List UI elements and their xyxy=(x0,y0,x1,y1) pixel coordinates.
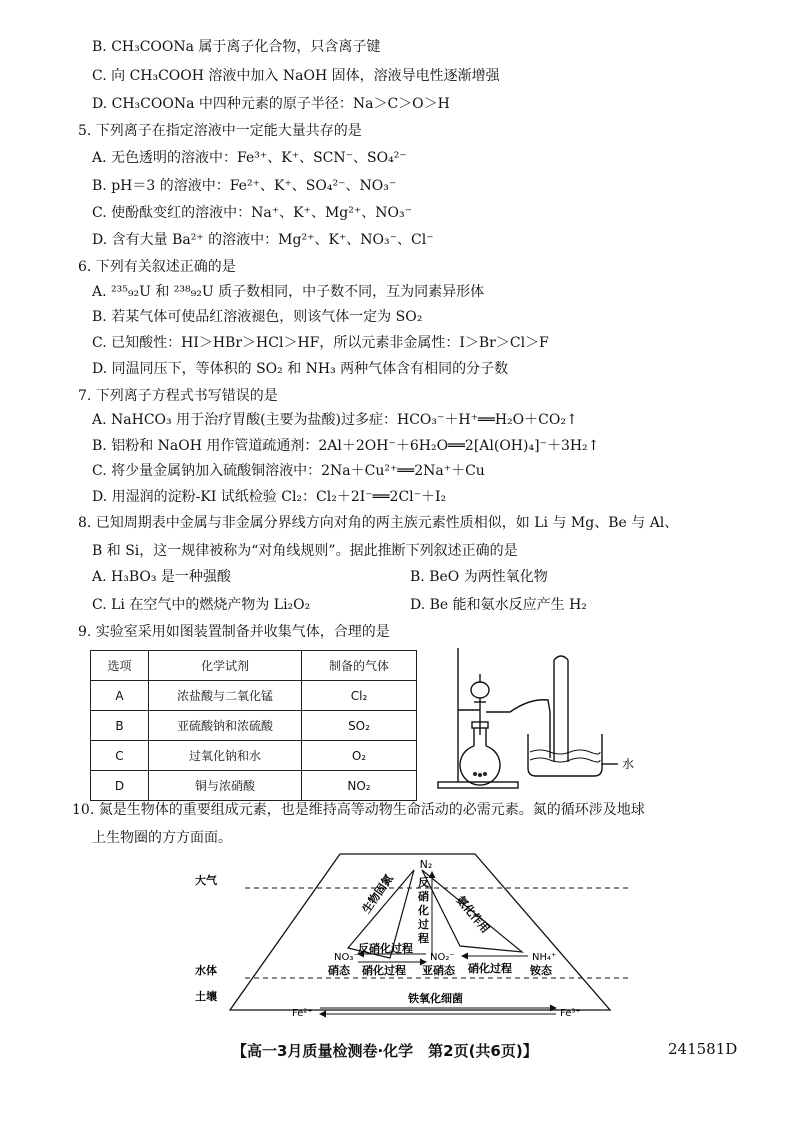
no2-label: NO₂⁻ xyxy=(430,952,455,963)
table-cell: SO₂ xyxy=(302,711,417,741)
table-cell: 亚硫酸钠和浓硫酸 xyxy=(149,711,302,741)
q5-option-a: A. 无色透明的溶液中：Fe³⁺、K⁺、SCN⁻、SO₄²⁻ xyxy=(92,150,407,166)
table-header-row xyxy=(91,651,417,681)
table-row xyxy=(91,741,417,771)
q5-stem: 5. 下列离子在指定溶液中一定能大量共存的是 xyxy=(78,123,362,139)
nitrogen-cycle-diagram xyxy=(190,848,650,1028)
no3-label: NO₃⁻ xyxy=(334,952,359,963)
nitrogen-fixation-label: 生物固氮 xyxy=(359,872,396,916)
table-cell: 铜与浓硝酸 xyxy=(149,771,302,801)
water-surface xyxy=(530,750,600,754)
layer-atmosphere-label: 大气 xyxy=(195,874,217,887)
denitrification-vertical-label: 反硝化过程 xyxy=(418,876,429,945)
header-reagent: 化学试剂 xyxy=(149,651,302,681)
q8-option-c: C. Li 在空气中的燃烧产物为 Li₂O₂ xyxy=(92,597,311,613)
layer-water-label: 水体 xyxy=(195,964,217,977)
q5-option-b: B. pH＝3 的溶液中：Fe²⁺、K⁺、SO₄²⁻、NO₃⁻ xyxy=(92,178,397,194)
table-cell: C xyxy=(91,741,149,771)
q4-option-b: B. CH₃COONa 属于离子化合物，只含离子键 xyxy=(92,39,381,55)
table-cell: O₂ xyxy=(302,741,417,771)
collection-tube xyxy=(554,656,568,762)
table-cell: A xyxy=(91,681,149,711)
q5-option-d: D. 含有大量 Ba²⁺ 的溶液中：Mg²⁺、K⁺、NO₃⁻、Cl⁻ xyxy=(92,232,434,248)
nitrification-right-label: 硝化过程 xyxy=(468,962,512,975)
q8-option-b: B. BeO 为两性氧化物 xyxy=(410,569,548,585)
no3-state-label: 硝态 xyxy=(328,964,350,977)
header-option: 选项 xyxy=(91,651,149,681)
q6-stem: 6. 下列有关叙述正确的是 xyxy=(78,259,236,275)
table-cell: NO₂ xyxy=(302,771,417,801)
nitrification-left-label: 硝化过程 xyxy=(362,964,406,977)
fe2-label: Fe²⁺ xyxy=(292,1008,313,1019)
q6-option-a: A. ²³⁵₉₂U 和 ²³⁸₉₂U 质子数相同，中子数不同，互为同素异形体 xyxy=(92,284,485,300)
delivery-tube xyxy=(486,700,550,758)
q6-option-d: D. 同温同压下，等体积的 SO₂ 和 NH₃ 两种气体含有相同的分子数 xyxy=(92,361,509,377)
water-label: 水 xyxy=(622,757,635,771)
separatory-funnel xyxy=(471,682,489,698)
table-cell: Cl₂ xyxy=(302,681,417,711)
table-cell: D xyxy=(91,771,149,801)
gas-apparatus-diagram xyxy=(430,640,730,800)
reagent-table xyxy=(90,650,417,801)
round-bottom-flask xyxy=(460,746,500,785)
iron-bacteria-label: 铁氧化细菌 xyxy=(408,992,463,1005)
q7-option-d: D. 用湿润的淀粉-KI 试纸检验 Cl₂：Cl₂＋2I⁻══2Cl⁻＋I₂ xyxy=(92,489,447,505)
nh4-label: NH₄⁺ xyxy=(532,952,557,963)
fe3-label: Fe³⁺ xyxy=(560,1008,581,1019)
table-row xyxy=(91,711,417,741)
q6-option-c: C. 已知酸性：HI＞HBr＞HCl＞HF，所以元素非金属性：I＞Br＞Cl＞F xyxy=(92,335,549,351)
n2-label: N₂ xyxy=(419,858,433,871)
footer-code: 241581D xyxy=(668,1040,738,1058)
q4-option-d: D. CH₃COONa 中四种元素的原子半径：Na＞C＞O＞H xyxy=(92,96,450,112)
q8-option-a: A. H₃BO₃ 是一种强酸 xyxy=(92,569,231,585)
table-row xyxy=(91,771,417,801)
q7-stem: 7. 下列离子方程式书写错误的是 xyxy=(78,388,278,404)
q10-stem-line2: 上生物圈的方方面面。 xyxy=(92,830,232,846)
header-gas: 制备的气体 xyxy=(302,651,417,681)
q8-option-d: D. Be 能和氨水反应产生 H₂ xyxy=(410,597,587,613)
table-cell: 浓盐酸与二氧化锰 xyxy=(149,681,302,711)
no2-state-label: 亚硝态 xyxy=(422,964,455,977)
q8-stem-line2: B 和 Si，这一规律被称为“对角线规则”。据此推断下列叙述正确的是 xyxy=(92,543,518,559)
layer-soil-label: 土壤 xyxy=(195,990,217,1003)
q7-option-c: C. 将少量金属钠加入硫酸铜溶液中：2Na＋Cu²⁺══2Na⁺＋Cu xyxy=(92,463,485,479)
q7-option-a: A. NaHCO₃ 用于治疗胃酸(主要为盐酸)过多症：HCO₃⁻＋H⁺══H₂O＋CO₂↑ xyxy=(92,412,578,428)
denitrification-label: 反硝化过程 xyxy=(358,942,413,955)
q10-stem-line1: 10. 氮是生物体的重要组成元素，也是维持高等动物生命活动的必需元素。氮的循环涉及地球 xyxy=(72,802,645,818)
q5-option-c: C. 使酚酞变红的溶液中：Na⁺、K⁺、Mg²⁺、NO₃⁻ xyxy=(92,205,412,221)
nh4-state-label: 铵态 xyxy=(530,964,552,977)
table-row xyxy=(91,681,417,711)
table-cell: B xyxy=(91,711,149,741)
footer-title: 【高一3月质量检测卷·化学 第2页(共6页)】 xyxy=(232,1042,538,1060)
ammonification-label: 氨化作用 xyxy=(453,893,492,936)
table-cell: 过氧化钠和水 xyxy=(149,741,302,771)
q8-stem-line1: 8. 已知周期表中金属与非金属分界线方向对角的两主族元素性质相似，如 Li 与 Mg、Be 与 Al、 xyxy=(78,515,679,531)
q4-option-c: C. 向 CH₃COOH 溶液中加入 NaOH 固体，溶液导电性逐渐增强 xyxy=(92,68,500,84)
q9-stem: 9. 实验室采用如图装置制备并收集气体，合理的是 xyxy=(78,624,390,640)
q6-option-b: B. 若某气体可使品红溶液褪色，则该气体一定为 SO₂ xyxy=(92,309,423,325)
water-trough xyxy=(528,734,602,776)
q7-option-b: B. 铝粉和 NaOH 用作管道疏通剂：2Al＋2OH⁻＋6H₂O══2[Al(OH)₄]⁻＋3H₂↑ xyxy=(92,438,600,454)
